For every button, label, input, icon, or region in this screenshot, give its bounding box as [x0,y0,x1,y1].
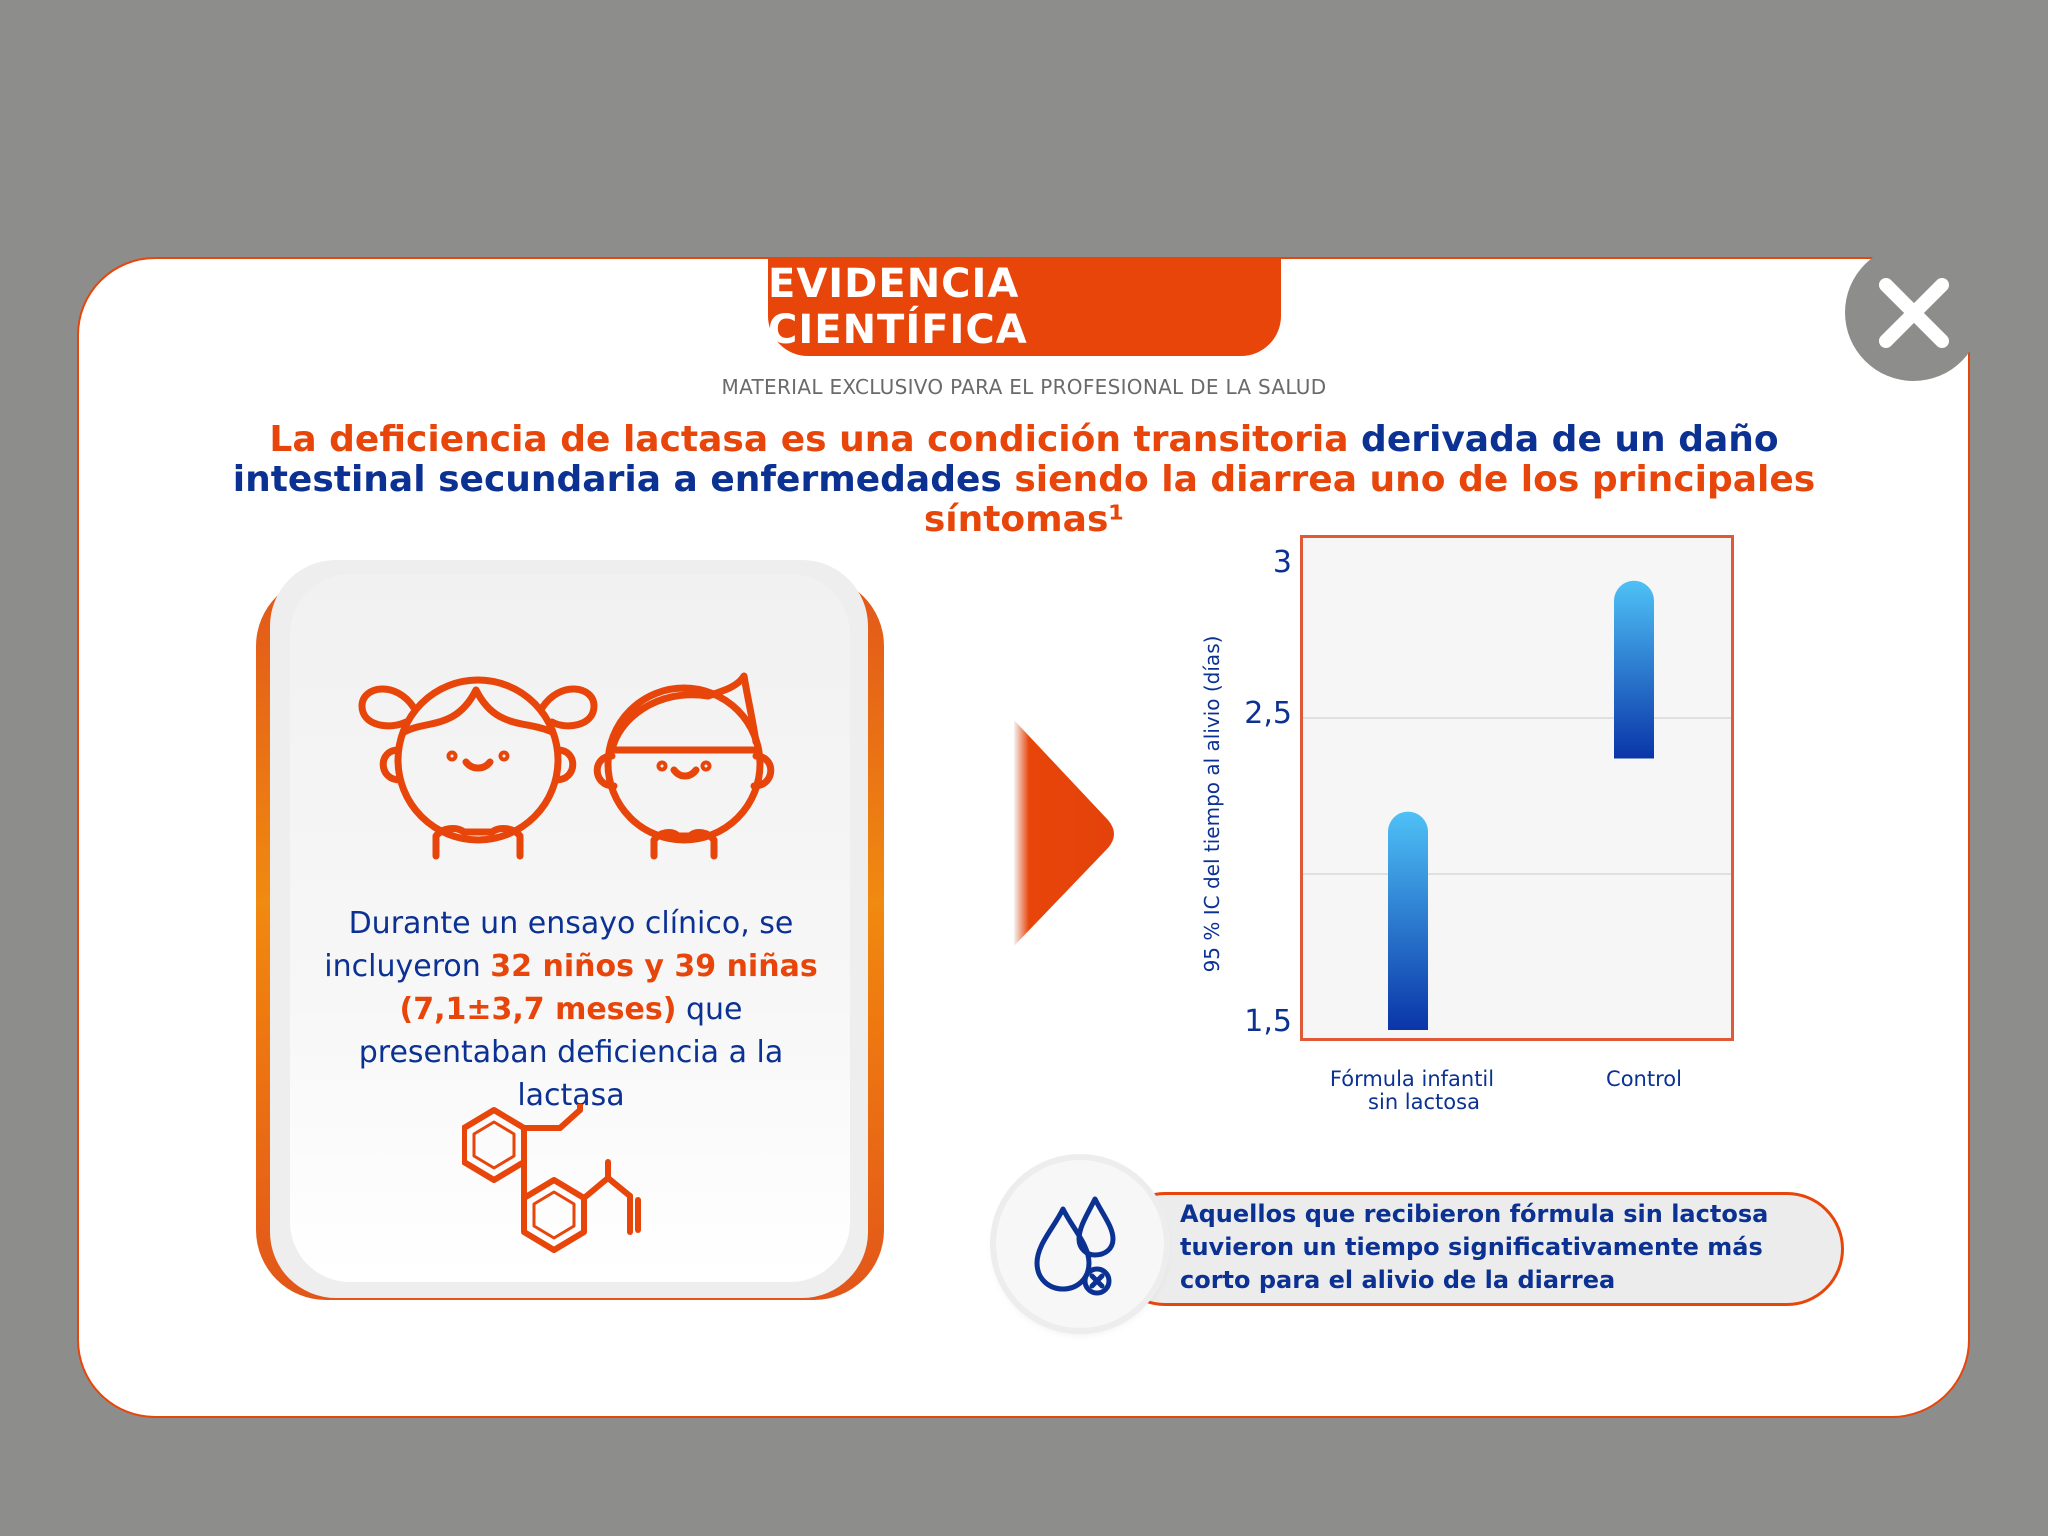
headline-reference: ¹ [1108,499,1125,540]
molecule-icon [462,1104,642,1264]
study-population: 32 niños y 39 niñas (7,1±3,7 meses) [399,949,818,1027]
drops-badge [996,1160,1164,1328]
chart-plot-area [1300,535,1734,1041]
close-icon [1874,273,1954,353]
chart-svg [1303,538,1731,1038]
audience-disclaimer: MATERIAL EXCLUSIVO PARA EL PROFESIONAL DE LA SALUD [721,375,1327,399]
children-icon [356,660,796,860]
y-tick-3: 3 [1272,545,1292,580]
x-label-formula-line-1: Fórmula infantil [1329,1067,1495,1091]
water-drops-icon [1025,1189,1135,1299]
x-label-formula [1312,1068,1512,1114]
y-tick-2-5: 2,5 [1244,696,1292,731]
interval-bar-formula [1388,812,1428,1030]
study-description [316,902,826,1117]
headline-part-2: derivada de un daño intestinal secundaria a enfermedades [232,419,1779,500]
x-label-control-line-1: Control [1606,1067,1682,1091]
headline-part-1: La deficiencia de lactasa es una condición transitoria [269,419,1349,460]
x-label-control [1594,1068,1694,1091]
study-text-part-1: Durante un ensayo clínico, se incluyeron [324,906,794,984]
x-label-formula-line-2: sin lactosa [1368,1090,1480,1114]
result-text: Aquellos que recibieron fórmula sin lactosa tuvieron un tiempo significativamente más corto para el alivio de la diarrea [1180,1200,1769,1294]
y-axis-title-text: 95 % IC del tiempo al alivio (días) [1200,635,1224,973]
study-text-part-2: que presentaban deficiencia a la lactasa [358,992,784,1113]
section-tab-label: EVIDENCIA CIENTÍFICA [768,260,1028,353]
interval-bar-control [1614,581,1654,759]
headline [180,420,1868,540]
close-button[interactable] [1845,244,1982,381]
section-tab [768,257,1281,356]
arrow-right-icon [1012,720,1122,950]
y-tick-1-5: 1,5 [1244,1004,1292,1039]
headline-part-3: siendo la diarrea uno de los principales síntomas [923,459,1816,540]
